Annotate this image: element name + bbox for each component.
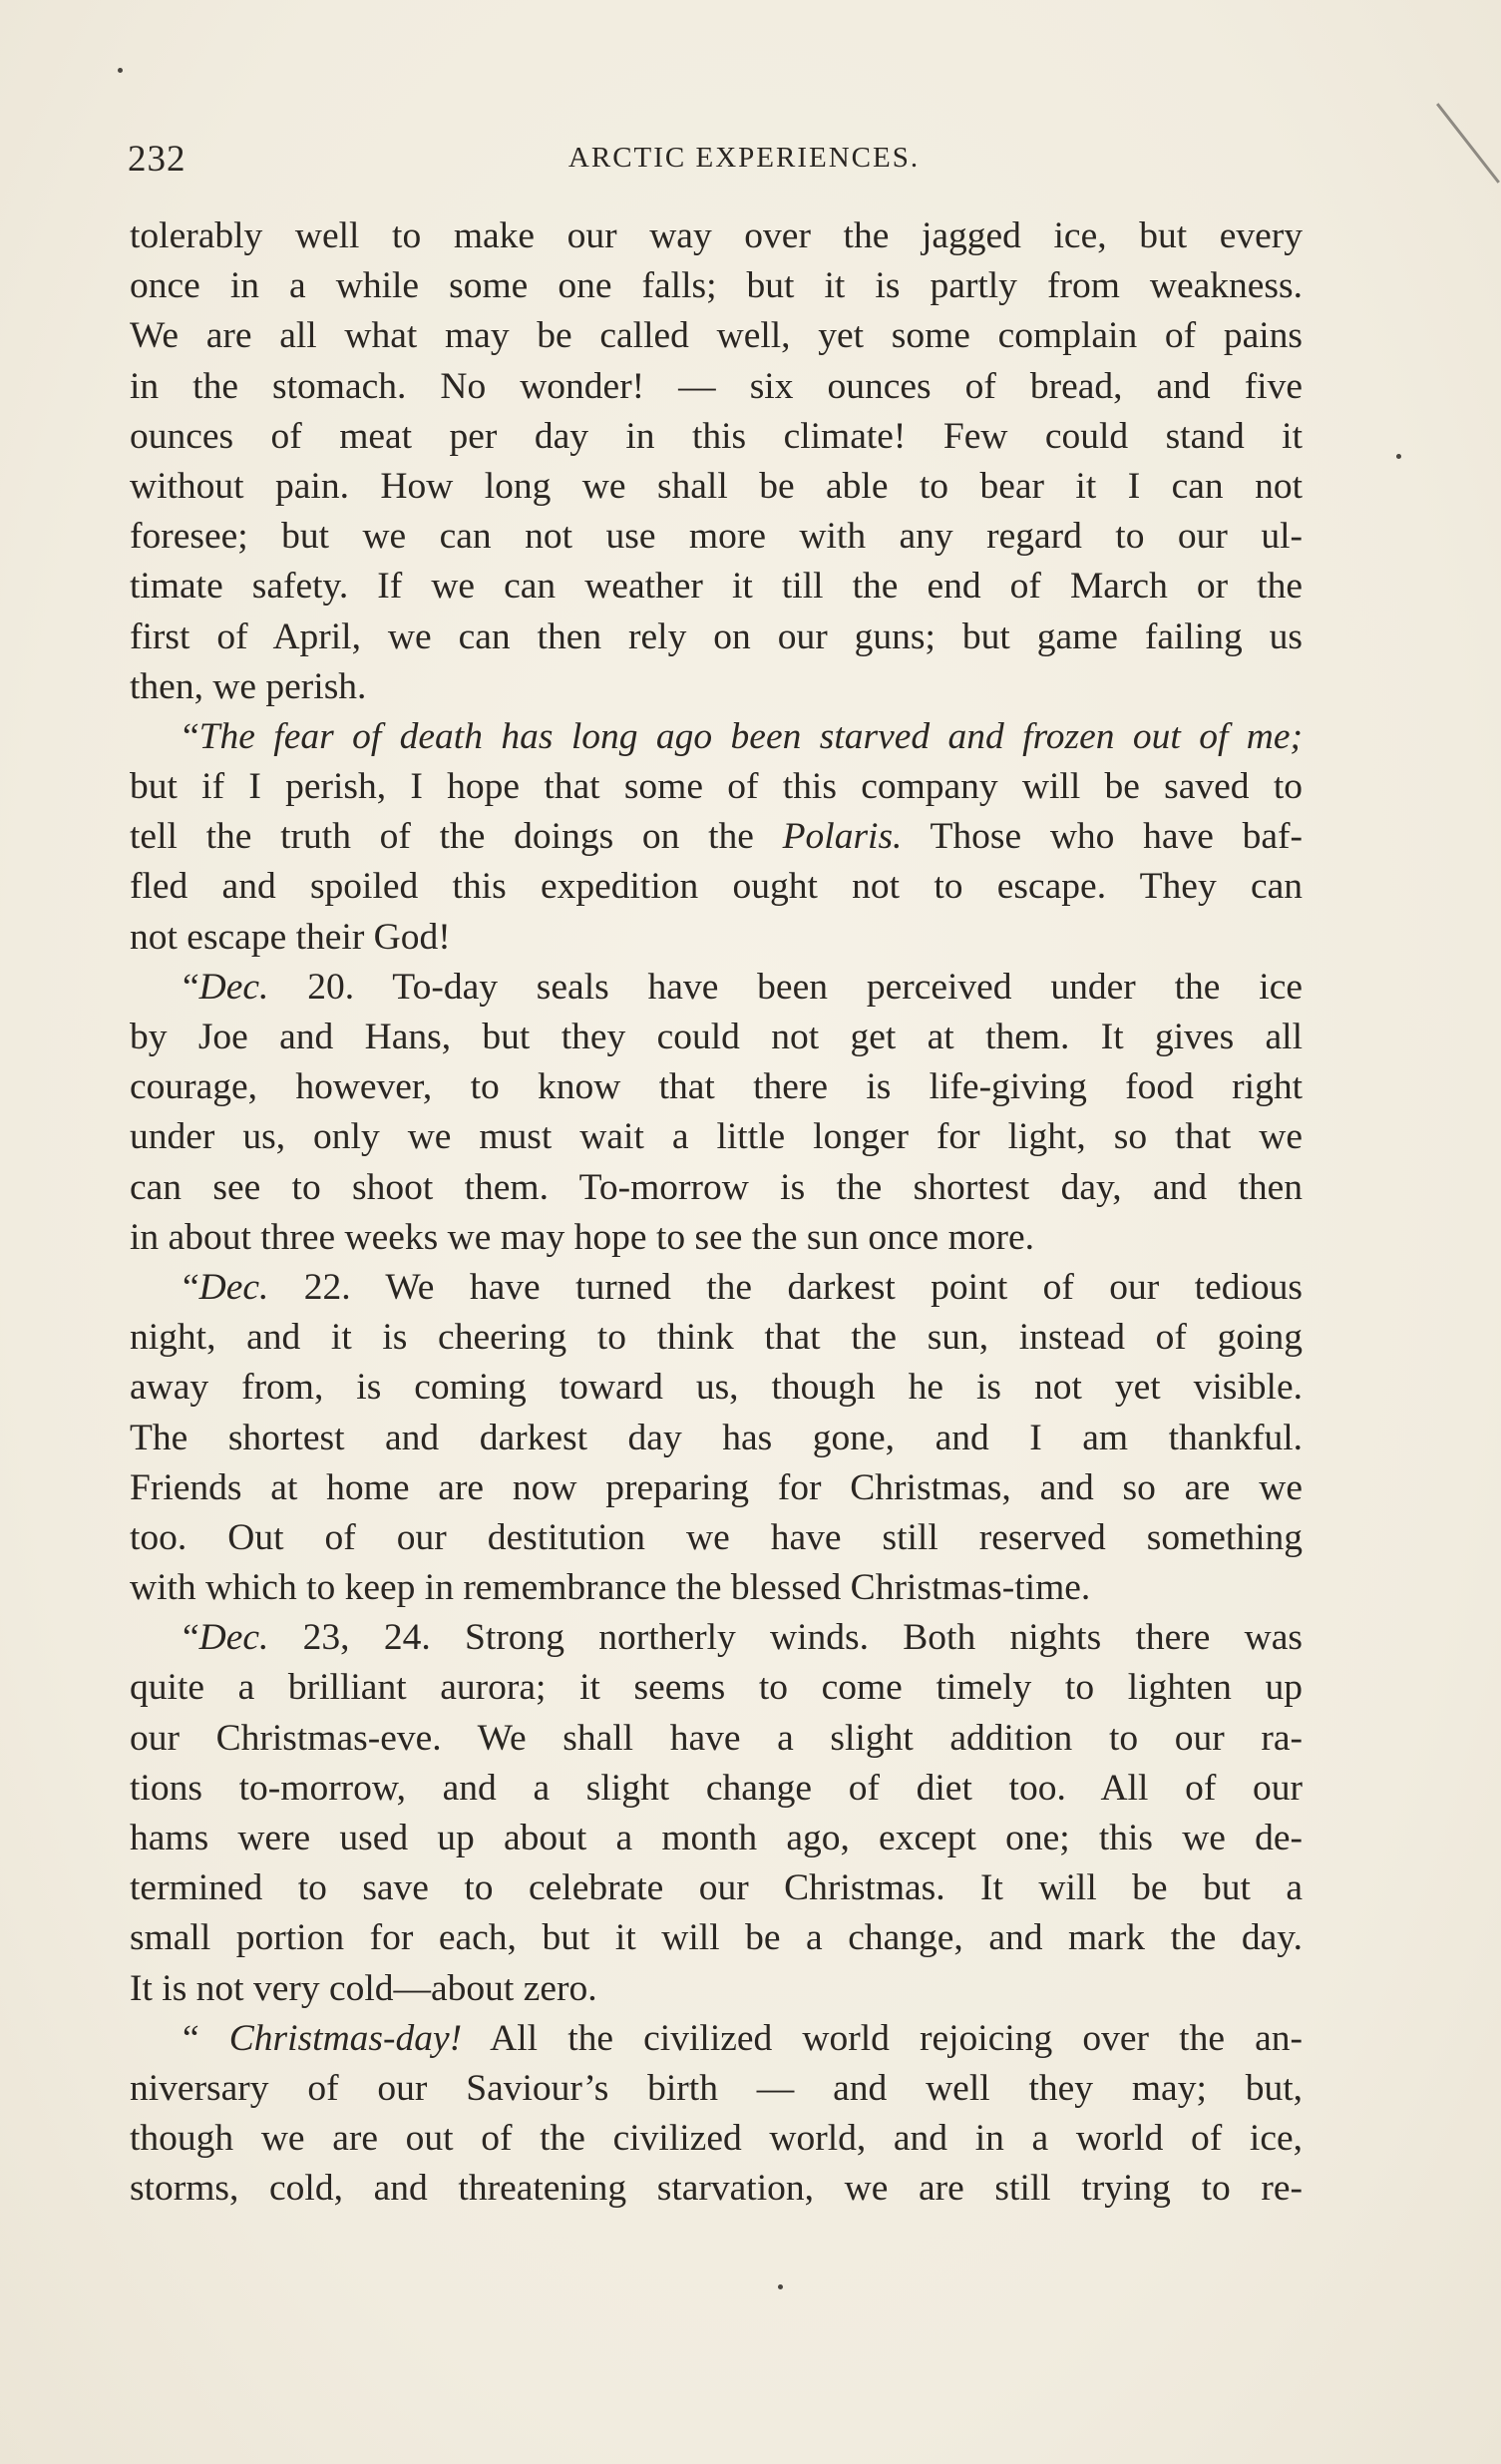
- text-line: [130, 1163, 1303, 1213]
- text-line: [130, 762, 1303, 812]
- text-line: [130, 862, 1303, 912]
- text-segment: too. Out of our destitution we have still reserved something: [130, 1516, 1303, 1558]
- text-line: [130, 1613, 1303, 1663]
- text-line: [130, 412, 1303, 462]
- text-line: [130, 512, 1303, 562]
- text-segment: We are all what may be called well, yet some complain of pains: [130, 315, 1303, 357]
- text-line: [130, 261, 1303, 311]
- text-segment: night, and it is cheering to think that the sun, instead of going: [130, 1317, 1303, 1359]
- text-segment: “: [183, 1617, 199, 1659]
- text-line: [130, 1563, 1303, 1613]
- text-segment: “: [183, 966, 199, 1008]
- text-line: [130, 1013, 1303, 1062]
- italic-text: Dec.: [198, 966, 269, 1008]
- text-line: [130, 1913, 1303, 1963]
- page-number: 232: [128, 139, 187, 180]
- text-segment: tell the truth of the doings on the: [130, 816, 783, 858]
- text-line: [130, 1663, 1303, 1713]
- text-segment: 22. We have turned the darkest point of our tedious: [268, 1266, 1303, 1308]
- text-segment: in the stomach. No wonder! — six ounces of bread, and five: [130, 365, 1303, 407]
- italic-text: Polaris.: [782, 816, 903, 858]
- text-segment: tolerably well to make our way over the jagged ice, but every: [130, 215, 1303, 256]
- page-corner-mark: [1436, 103, 1500, 184]
- text-line: [130, 1414, 1303, 1463]
- italic-text: Dec.: [198, 1617, 269, 1659]
- text-segment: once in a while some one falls; but it is partly from weakness.: [130, 265, 1303, 307]
- body-text: [130, 211, 1303, 2215]
- text-segment: storms, cold, and threatening starvation, we are still trying to re-: [130, 2168, 1303, 2210]
- text-segment: foresee; but we can not use more with any regard to our ul-: [130, 516, 1303, 558]
- text-segment: “: [183, 715, 199, 757]
- text-segment: not escape their God!: [130, 916, 451, 958]
- text-line: [130, 2164, 1303, 2214]
- text-line: [130, 1363, 1303, 1413]
- text-segment: niversary of our Saviour’s birth — and well they may; but,: [130, 2067, 1303, 2109]
- text-line: [130, 963, 1303, 1013]
- text-line: [130, 913, 1303, 963]
- text-line: [130, 1714, 1303, 1764]
- ink-speck: [1396, 454, 1401, 459]
- italic-text: Dec.: [198, 1266, 269, 1308]
- text-line: [130, 562, 1303, 612]
- text-line: [130, 362, 1303, 412]
- text-line: [130, 2014, 1303, 2064]
- text-segment: then, we perish.: [130, 665, 367, 707]
- italic-text: The fear of death has long ago been starved and frozen out of me;: [198, 715, 1303, 757]
- text-segment: The shortest and darkest day has gone, and I am thankful.: [130, 1417, 1303, 1458]
- text-segment: small portion for each, but it will be a change, and mark the day.: [130, 1917, 1303, 1959]
- text-line: [130, 2114, 1303, 2164]
- text-segment: by Joe and Hans, but they could not get at them. It gives all: [130, 1017, 1303, 1057]
- page-header: [128, 138, 1301, 188]
- text-line: [130, 2064, 1303, 2114]
- text-segment: termined to save to celebrate our Christmas. It will be but a: [130, 1867, 1303, 1909]
- text-line: [130, 211, 1303, 261]
- text-line: [130, 812, 1303, 862]
- text-segment: under us, only we must wait a little longer for light, so that we: [130, 1116, 1303, 1158]
- text-segment: “: [183, 1266, 199, 1308]
- text-line: [130, 1764, 1303, 1814]
- text-segment: with which to keep in remembrance the blessed Christmas-time.: [130, 1567, 1091, 1609]
- text-line: [130, 1863, 1303, 1913]
- text-segment: in about three weeks we may hope to see the sun once more.: [130, 1216, 1034, 1258]
- text-segment: ounces of meat per day in this climate! Few could stand it: [130, 415, 1303, 457]
- text-line: [130, 1263, 1303, 1313]
- text-line: [130, 1964, 1303, 2014]
- text-segment: fled and spoiled this expedition ought not to escape. They can: [130, 866, 1303, 908]
- text-segment: It is not very cold—about zero.: [130, 1967, 597, 2009]
- text-line: [130, 613, 1303, 662]
- text-segment: 20. To-day seals have been perceived under the ice: [268, 966, 1303, 1008]
- text-segment: 23, 24. Strong northerly winds. Both nights there was: [268, 1617, 1303, 1659]
- text-line: [130, 1814, 1303, 1863]
- text-segment: without pain. How long we shall be able to bear it I can not: [130, 465, 1303, 507]
- text-segment: tions to-morrow, and a slight change of diet too. All of our: [130, 1767, 1303, 1809]
- text-segment: Those who have baf-: [902, 816, 1303, 858]
- text-line: [130, 1513, 1303, 1563]
- text-segment: Friends at home are now preparing for Christmas, and so are we: [130, 1466, 1303, 1508]
- running-title: ARCTIC EXPERIENCES.: [567, 142, 921, 174]
- text-line: [130, 1112, 1303, 1162]
- text-line: [130, 462, 1303, 512]
- text-line: [130, 1313, 1303, 1363]
- text-segment: courage, however, to know that there is life-giving food right: [130, 1066, 1303, 1108]
- text-segment: away from, is coming toward us, though he is not yet visible.: [130, 1367, 1303, 1409]
- text-segment: hams were used up about a month ago, except one; this we de-: [130, 1818, 1303, 1858]
- ink-speck: [778, 2284, 783, 2289]
- text-line: [130, 1213, 1303, 1263]
- text-segment: timate safety. If we can weather it till the end of March or the: [130, 566, 1303, 608]
- text-segment: can see to shoot them. To-morrow is the shortest day, and then: [130, 1166, 1303, 1208]
- text-segment: though we are out of the civilized world, and in a world of ice,: [130, 2118, 1303, 2160]
- text-line: [130, 1463, 1303, 1513]
- text-segment: quite a brilliant aurora; it seems to come timely to lighten up: [130, 1667, 1303, 1709]
- text-line: [130, 712, 1303, 762]
- text-segment: first of April, we can then rely on our guns; but game failing us: [130, 616, 1303, 657]
- text-segment: All the civilized world rejoicing over the an-: [462, 2017, 1303, 2059]
- italic-text: Christmas-day!: [228, 2017, 463, 2059]
- text-line: [130, 311, 1303, 361]
- text-line: [130, 1062, 1303, 1112]
- ink-speck: [118, 68, 123, 73]
- text-line: [130, 662, 1303, 712]
- text-segment: but if I perish, I hope that some of this company will be saved to: [130, 766, 1303, 808]
- text-segment: our Christmas-eve. We shall have a slight addition to our ra-: [130, 1717, 1303, 1759]
- text-segment: “: [183, 2017, 229, 2059]
